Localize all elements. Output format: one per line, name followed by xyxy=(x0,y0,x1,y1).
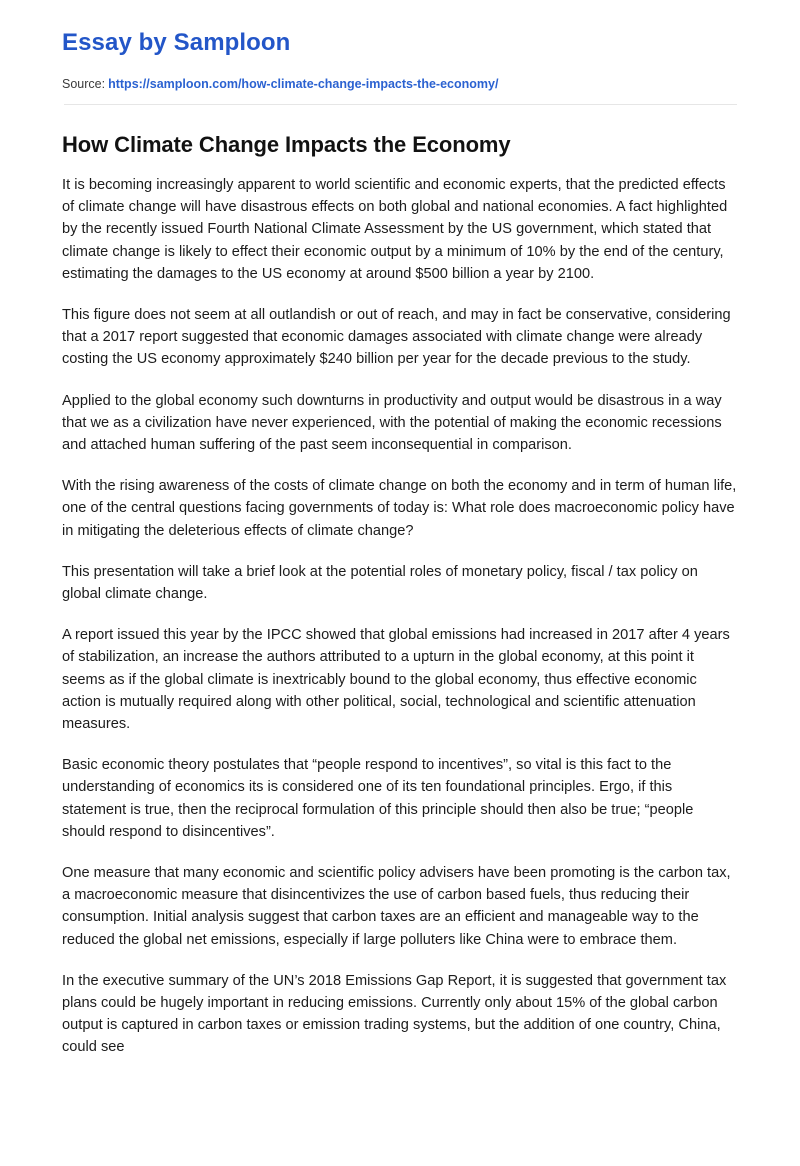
brand-title: Essay by Samploon xyxy=(62,29,291,56)
header-divider xyxy=(64,104,737,105)
source-label: Source: xyxy=(62,76,106,91)
paragraph: It is becoming increasingly apparent to world scientific and economic experts, that the predicted effects of climate change will have disastrous effects on both global and national economies. A fact highlighted by the recently issued Fourth National Climate Assessment by the US government, which stated that climate change is likely to effect their economic output by a minimum of 10% by the end of the century, estimating the damages to the US economy at around $500 billion a year by 2100. xyxy=(62,176,728,282)
source-line xyxy=(62,57,738,93)
article-body xyxy=(62,159,738,1059)
paragraph: Applied to the global economy such downturns in productivity and output would be disastrous in a way that we as a civilization have never experienced, with the potential of making the economic recessions and attached human suffering of the past seem inconsequential in comparison. xyxy=(62,392,722,453)
paragraph: Basic economic theory postulates that “people respond to incentives”, so vital is this fact to the understanding of economics its is considered one of its ten foundational principles. Ergo, if this statement is true, then the reciprocal formulation of this principle should then also be true; “people should respond to disincentives”. xyxy=(62,757,694,840)
paragraph: A report issued this year by the IPCC showed that global emissions had increased in 2017 after 4 years of stabilization, an increase the authors attributed to a upturn in the global economy, at this point it seems as if the global climate is inextricably bound to the global economy, thus effective economic action is mutually required along with other political, social, technological and scientific attenuation measures. xyxy=(62,627,730,733)
paragraph: One measure that many economic and scientific policy advisers have been promoting is the carbon tax, a macroeconomic measure that disincentivizes the use of carbon based fuels, thus reducing their consumption. Initial analysis suggest that carbon taxes are an efficient and manageable way to the reduced the global net emissions, especially if large polluters like China were to embrace them. xyxy=(62,865,731,948)
document-content xyxy=(62,0,738,1059)
paragraph: With the rising awareness of the costs of climate change on both the economy and in term of human life, one of the central questions facing governments of today is: What role does macroeconomic policy have in mitigating the deleterious effects of climate change? xyxy=(62,478,737,539)
paragraph: This figure does not seem at all outlandish or out of reach, and may in fact be conservative, considering that a 2017 report suggested that economic damages associated with climate change were already costing the US economy approximately $240 billion per year for the decade previous to the study. xyxy=(62,306,731,368)
page-title: How Climate Change Impacts the Economy xyxy=(62,132,511,158)
paragraph: This presentation will take a brief look at the potential roles of monetary policy, fiscal / tax policy on global climate change. xyxy=(62,563,698,603)
source-url-link[interactable]: https://samploon.com/how-climate-change-impacts-the-economy/ xyxy=(108,76,499,91)
paragraph: In the executive summary of the UN’s 2018 Emissions Gap Report, it is suggested that government tax plans could be hugely important in reducing emissions. Currently only about 15% of the global carbon output is captured in carbon taxes or emission trading systems, but the addition of one country, China, could see xyxy=(62,972,727,1056)
